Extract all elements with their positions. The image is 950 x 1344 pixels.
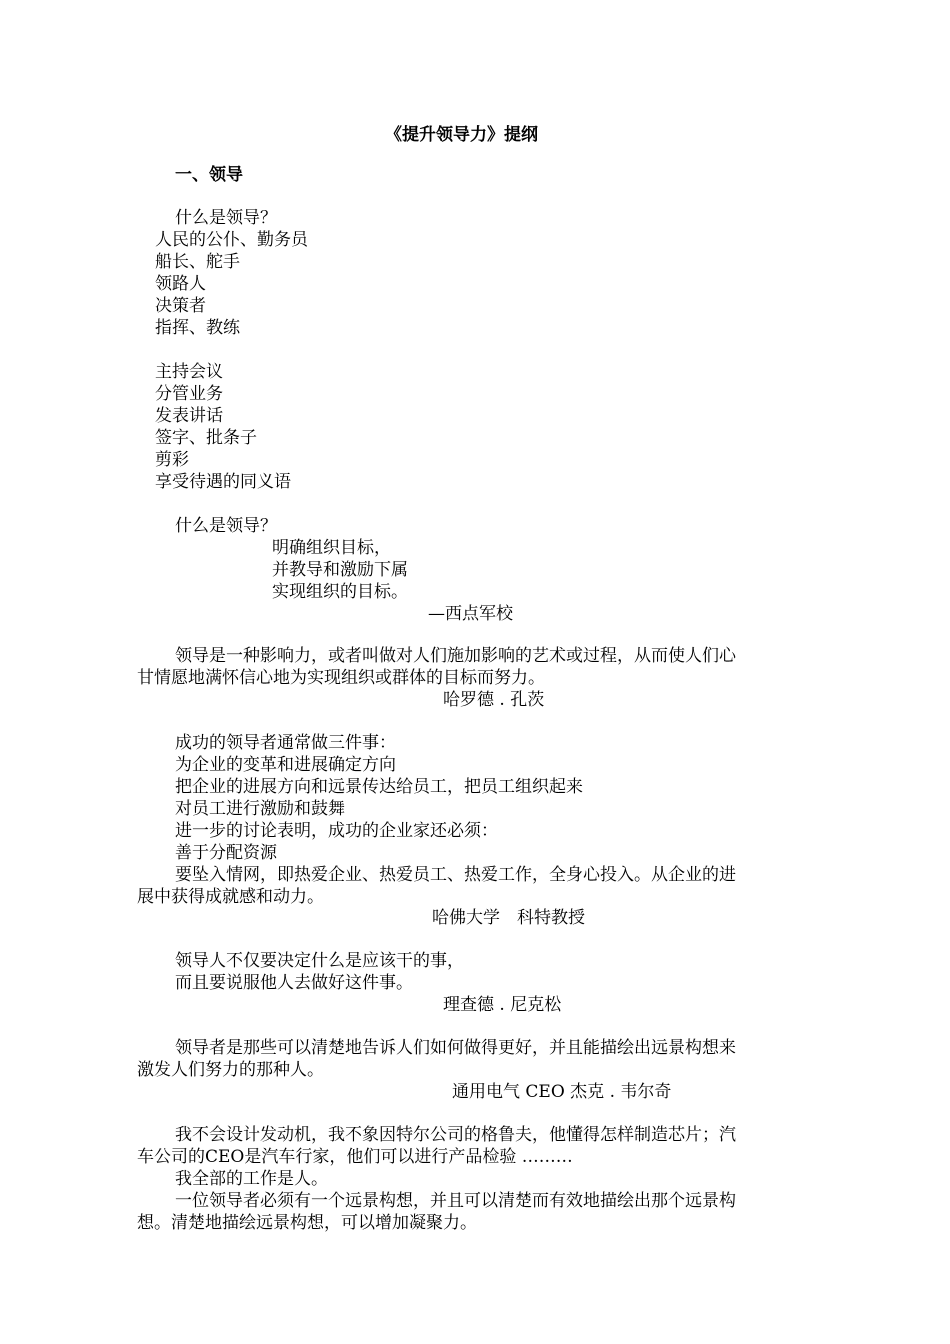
quote-line: 并教导和激励下属 bbox=[272, 560, 408, 580]
list-item: 享受待遇的同义语 bbox=[155, 472, 291, 492]
list-item: 人民的公仆、勤务员 bbox=[155, 230, 308, 250]
list-item: 剪彩 bbox=[155, 450, 189, 470]
paragraph-line: 我不会设计发动机，我不象因特尔公司的格鲁夫，他懂得怎样制造芯片；汽 bbox=[175, 1125, 736, 1145]
paragraph-line: 车公司的CEO是汽车行家，他们可以进行产品检验 ……… bbox=[137, 1147, 573, 1167]
paragraph-line: 一位领导者必须有一个远景构想，并且可以清楚而有效地描绘出那个远景构 bbox=[175, 1191, 736, 1211]
paragraph-line: 想。清楚地描绘远景构想，可以增加凝聚力。 bbox=[137, 1213, 477, 1233]
list-item: 签字、批条子 bbox=[155, 428, 257, 448]
paragraph-line: 善于分配资源 bbox=[175, 843, 277, 863]
paragraph-line: 领导者是那些可以清楚地告诉人们如何做得更好，并且能描绘出远景构想来 bbox=[175, 1038, 736, 1058]
paragraph-line: 而且要说服他人去做好这件事。 bbox=[175, 973, 413, 993]
document-title: 《提升领导力》提纲 bbox=[385, 125, 538, 145]
section-heading: 一、领导 bbox=[175, 165, 243, 185]
paragraph-line: 展中获得成就感和动力。 bbox=[137, 887, 324, 907]
question-what-is-leadership: 什么是领导？ bbox=[175, 516, 277, 536]
list-item: 发表讲话 bbox=[155, 406, 223, 426]
paragraph-line: 进一步的讨论表明，成功的企业家还必须： bbox=[175, 821, 498, 841]
list-item: 船长、舵手 bbox=[155, 252, 240, 272]
list-item: 主持会议 bbox=[155, 362, 223, 382]
list-item: 领路人 bbox=[155, 274, 206, 294]
quote-source: 哈佛大学 科特教授 bbox=[432, 908, 585, 928]
paragraph-line: 要坠入情网，即热爱企业、热爱员工、热爱工作，全身心投入。从企业的进 bbox=[175, 865, 736, 885]
paragraph-line: 成功的领导者通常做三件事： bbox=[175, 733, 396, 753]
quote-source: 通用电气 CEO 杰克 . 韦尔奇 bbox=[452, 1082, 672, 1102]
paragraph-line: 领导人不仅要决定什么是应该干的事， bbox=[175, 951, 464, 971]
quote-line: 实现组织的目标。 bbox=[272, 582, 408, 602]
list-item: 决策者 bbox=[155, 296, 206, 316]
quote-source: —西点军校 bbox=[428, 604, 513, 624]
paragraph-line: 为企业的变革和进展确定方向 bbox=[175, 755, 396, 775]
paragraph-line: 我全部的工作是人。 bbox=[175, 1169, 328, 1189]
list-item: 分管业务 bbox=[155, 384, 223, 404]
paragraph-line: 对员工进行激励和鼓舞 bbox=[175, 799, 345, 819]
paragraph-line: 领导是一种影响力，或者叫做对人们施加影响的艺术或过程，从而使人们心 bbox=[175, 646, 736, 666]
quote-source: 理查德 . 尼克松 bbox=[443, 995, 562, 1015]
paragraph-line: 把企业的进展方向和远景传达给员工，把员工组织起来 bbox=[175, 777, 583, 797]
quote-source: 哈罗德 . 孔茨 bbox=[443, 690, 545, 710]
paragraph-line: 激发人们努力的那种人。 bbox=[137, 1060, 324, 1080]
question-what-is-leadership: 什么是领导？ bbox=[175, 208, 277, 228]
paragraph-line: 甘情愿地满怀信心地为实现组织或群体的目标而努力。 bbox=[137, 668, 545, 688]
list-item: 指挥、教练 bbox=[155, 318, 240, 338]
quote-line: 明确组织目标， bbox=[272, 538, 391, 558]
